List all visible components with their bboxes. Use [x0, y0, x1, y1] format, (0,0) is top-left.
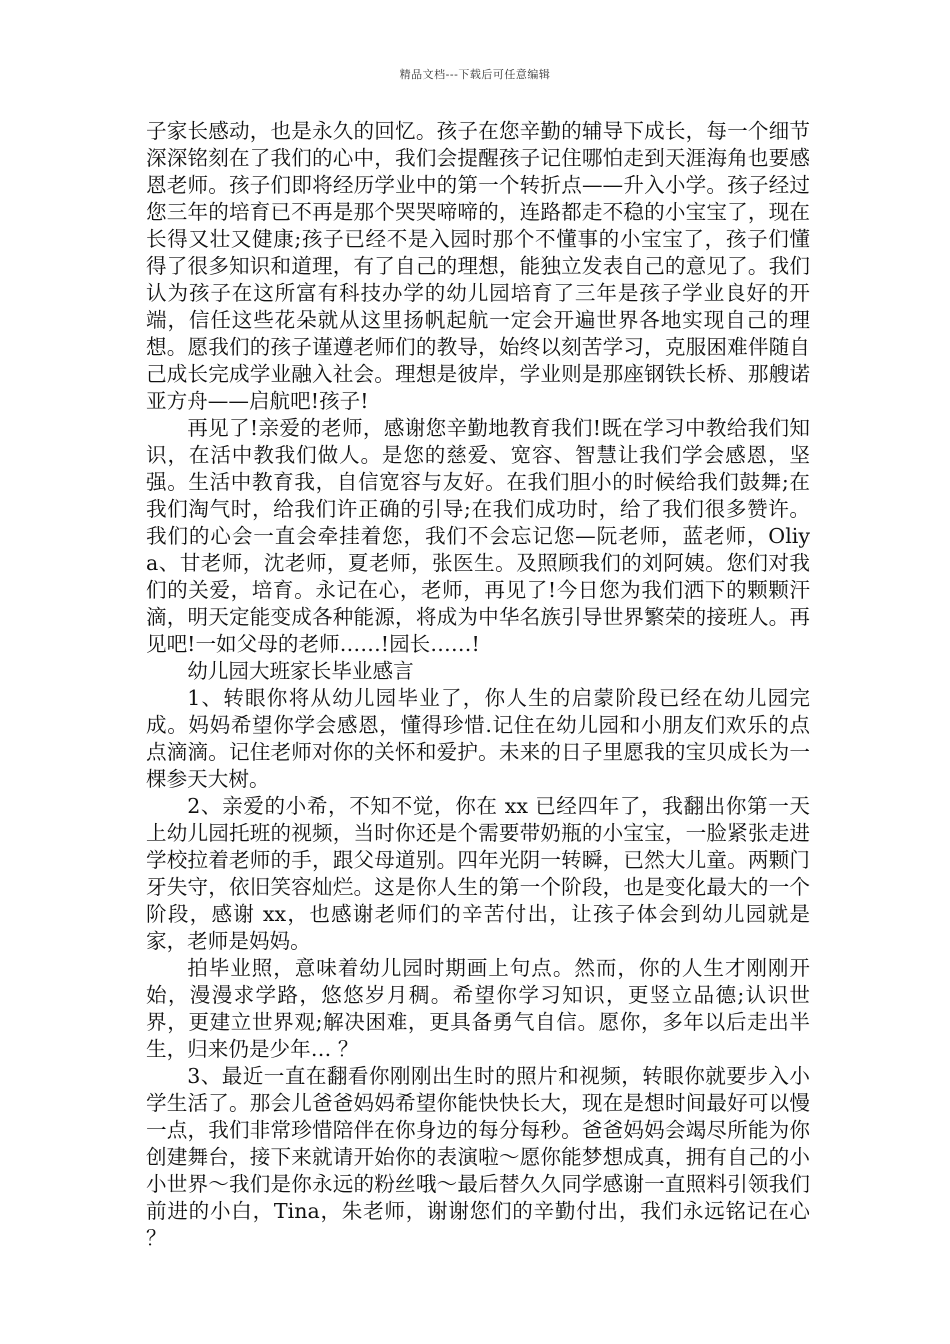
- paragraph: 子家长感动，也是永久的回忆。孩子在您辛勤的辅导下成长，每一个细节深深铭刻在了我们的心中，我们会提醒孩子记住哪怕走到天涯海角也要感恩老师。孩子们即将经历学业中的第一个转折点——升入小学。孩子经过您三年的培育已不再是那个哭哭啼啼的，连路都走不稳的小宝宝了，现在长得又壮又健康;孩子已经不是入园时那个不懂事的小宝宝了，孩子们懂得了很多知识和道理，有了自己的理想，能独立发表自己的意见了。我们认为孩子在这所富有科技办学的幼儿园培育了三年是孩子学业良好的开端，信任这些花朵就从这里扬帆起航一定会开遍世界各地实现自己的理想。愿我们的孩子谨遵老师们的教导，始终以刻苦学习，克服困难伴随自己成长完成学业融入社会。理想是彼岸，学业则是那座钢铁长桥、那艘诺亚方舟——启航吧!孩子!: [146, 119, 810, 413]
- section-heading: 幼儿园大班家长毕业感言: [187, 659, 414, 683]
- paragraph: 再见了!亲爱的老师，感谢您辛勤地教育我们!既在学习中教给我们知识，在活中教我们做人。是您的慈爱、宽容、智慧让我们学会感恩，坚强。生活中教育我，自信宽容与友好。在我们胆小的时候给我们鼓舞;在我们淘气时，给我们许正确的引导;在我们成功时，给了我们很多赞许。我们的心会一直会牵挂着您，我们不会忘记您—阮老师，蓝老师，Oliya、甘老师，沈老师，夏老师，张医生。及照顾我们的刘阿姨。您们对我们的关爱，培育。永记在心，老师，再见了!今日您为我们洒下的颗颗汗滴，明天定能变成各种能源，将成为中华名族引导世界繁荣的接班人。再见吧!一如父母的老师……!园长……!: [146, 416, 810, 656]
- paragraph: 拍毕业照，意味着幼儿园时期画上句点。然而，你的人生才刚刚开始，漫漫求学路，悠悠岁月稠。希望你学习知识，更竖立品德;认识世界，更建立世界观;解决困难，更具备勇气自信。愿你，多年以后走出半生，归来仍是少年… ？: [146, 956, 810, 1061]
- document-body: [146, 118, 810, 1252]
- paragraph: 1、转眼你将从幼儿园毕业了，你人生的启蒙阶段已经在幼儿园完成。妈妈希望你学会感恩，懂得珍惜.记住在幼儿园和小朋友们欢乐的点点滴滴。记住老师对你的关怀和爱护。未来的日子里愿我的宝贝成长为一棵参天大树。: [146, 686, 810, 791]
- page-header: 精品文档---下载后可任意编辑: [399, 68, 551, 81]
- paragraph: 2、亲爱的小希，不知不觉，你在 xx 已经四年了，我翻出你第一天上幼儿园托班的视频，当时你还是个需要带奶瓶的小宝宝，一脸紧张走进学校拉着老师的手，跟父母道别。四年光阴一转瞬，已然大儿童。两颗门牙失守，依旧笑容灿烂。这是你人生的第一个阶段，也是变化最大的一个阶段，感谢 xx，也感谢老师们的辛苦付出，让孩子体会到幼儿园就是家，老师是妈妈。: [146, 794, 810, 953]
- paragraph: 3、最近一直在翻看你刚刚出生时的照片和视频，转眼你就要步入小学生活了。那会儿爸爸妈妈希望你能快快长大，现在是想时间最好可以慢一点，我们非常珍惜陪伴在你身边的每分每秒。爸爸妈妈会竭尽所能为你创建舞台，接下来就请开始你的表演啦～愿你能梦想成真，拥有自己的小小世界～我们是你永远的粉丝哦～最后替久久同学感谢一直照料引领我们前进的小白，Tina，朱老师，谢谢您们的辛勤付出，我们永远铭记在心 ？: [146, 1064, 810, 1250]
